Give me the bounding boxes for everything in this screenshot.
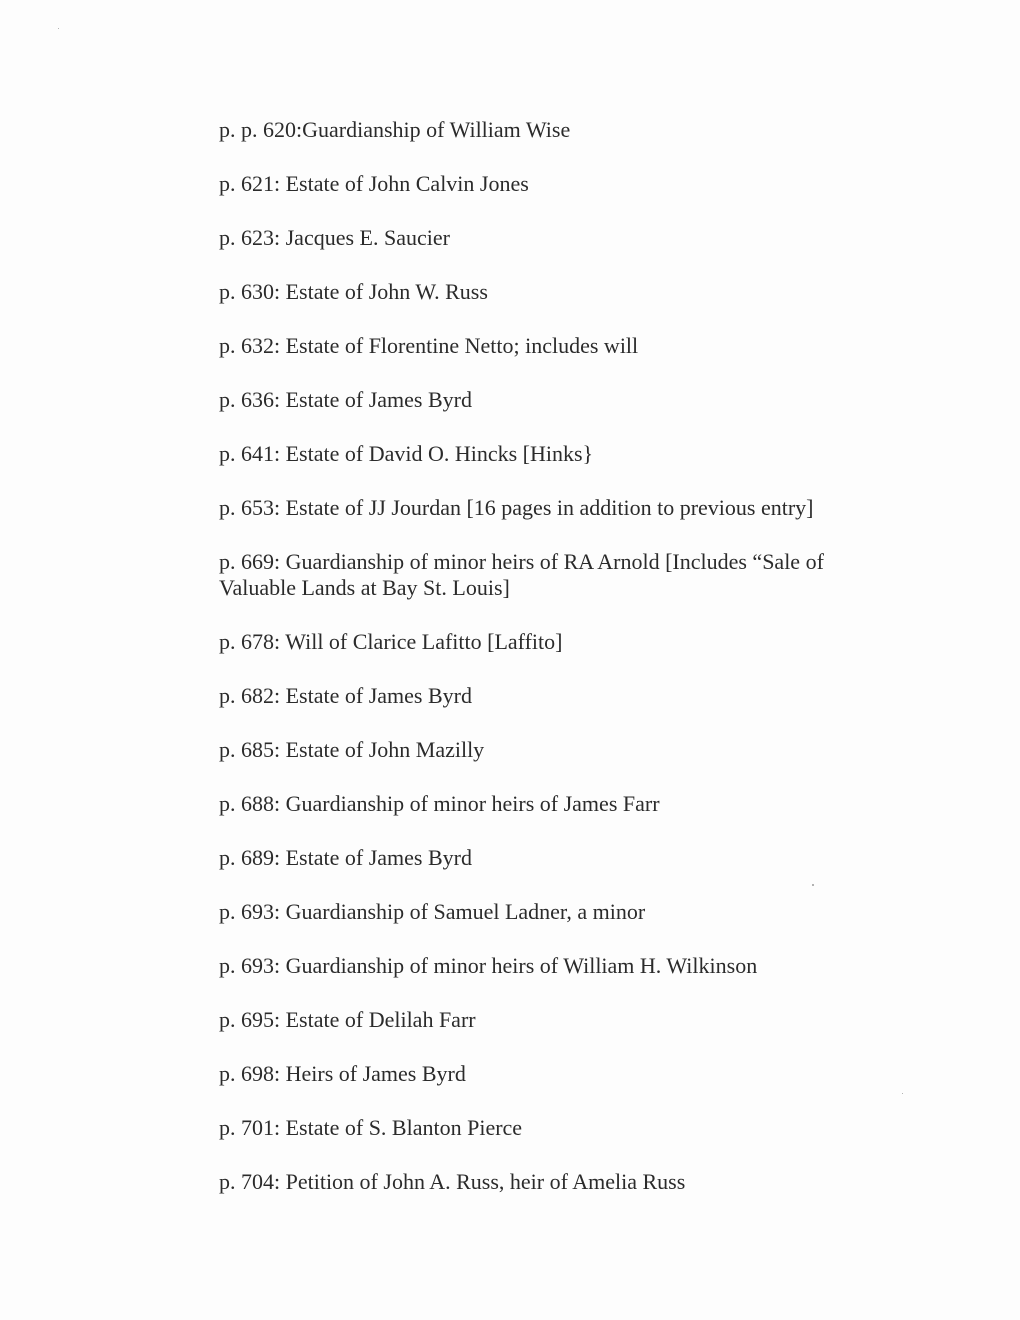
list-item: p. 621: Estate of John Calvin Jones: [219, 171, 529, 196]
scan-speck: [812, 884, 814, 886]
list-item: p. 682: Estate of James Byrd: [219, 683, 472, 708]
list-item: p. 704: Petition of John A. Russ, heir of Amelia Russ: [219, 1169, 686, 1194]
list-item: p. 695: Estate of Delilah Farr: [219, 1007, 476, 1032]
list-item: p. 641: Estate of David O. Hincks [Hinks}: [219, 441, 594, 466]
list-item: p. 623: Jacques E. Saucier: [219, 225, 450, 250]
list-item: p. 701: Estate of S. Blanton Pierce: [219, 1115, 523, 1140]
list-item: p. 669: Guardianship of minor heirs of RA Arnold [Includes “Sale of Valuable Lands at Bay St. Louis]: [219, 549, 824, 600]
list-item: p. 632: Estate of Florentine Netto; includes will: [219, 333, 639, 358]
list-item: p. 693: Guardianship of Samuel Ladner, a minor: [219, 899, 646, 924]
list-item: p. 630: Estate of John W. Russ: [219, 279, 488, 304]
list-item: p. 693: Guardianship of minor heirs of William H. Wilkinson: [219, 953, 758, 978]
list-item: p. 636: Estate of James Byrd: [219, 387, 472, 412]
list-item: p. 653: Estate of JJ Jourdan [16 pages in addition to previous entry]: [219, 495, 814, 520]
entry-list: [219, 117, 899, 1223]
scan-speck: [58, 28, 59, 29]
list-item: p. p. 620:Guardianship of William Wise: [219, 117, 571, 142]
list-item: p. 689: Estate of James Byrd: [219, 845, 472, 870]
list-item: p. 698: Heirs of James Byrd: [219, 1061, 466, 1086]
scan-speck: [902, 1093, 903, 1094]
list-item: p. 685: Estate of John Mazilly: [219, 737, 485, 762]
list-item: p. 678: Will of Clarice Lafitto [Laffito]: [219, 629, 563, 654]
list-item: p. 688: Guardianship of minor heirs of James Farr: [219, 791, 660, 816]
